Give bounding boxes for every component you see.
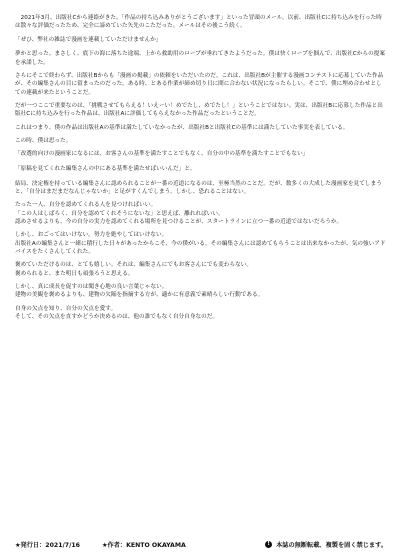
author-credit: ★作者：KENTO OKAYAMA (101, 541, 186, 549)
paragraph: この時、僕は思った。 (15, 137, 72, 144)
exclamation-icon: ! (265, 541, 272, 548)
quote-paragraph: 「改選的向けの漫画家になるには、お客さんの基準を満たすことでもなく、自分の中の基準を満たすことでもない」 (15, 151, 309, 158)
paragraph: しかし、おごってはいけない。努力を絶やしてはいけない。 出版社Aの編集さんと一緒に積行した日々があったからこそ、今の僕がいる。その編集さんには認めてもらうことは出来なかったが、気の強いアドバイスをたくさんしてくれた。 (15, 232, 386, 256)
paragraph: だが一つここで重要なのは、「挑戦させてもらえる！いえーい！めでたし、めでたし！」ということではない。実は、出版社Bに応募した作品と出版社Cに持ち込みを行った作品は、出版社Aに評価してもらえなかった作品だったということだ。 (15, 103, 383, 118)
quote-paragraph: 「ぜひ、弊社の雑誌で漫画を連載していただけませんか」 (15, 36, 162, 43)
publish-date: ★発行日：2021/7/16 (15, 541, 80, 549)
paragraph: これはつまり、僕の作品は出版社Aの基準は満たしていなかったが、出版社Bと出版社Cの基準には満たしていた事実を表している。 (15, 124, 349, 131)
copyright-notice-text: 本誌の無断転載、複製を固く禁じます。 (276, 541, 387, 549)
paragraph: たった一人、自分を認めてくれる人を見つければいい。 「この人はしばらく、自分を認めてくれそうにないな」と思えば、離れればいい。 認めさせるよりも、今の自分の実力を認めてくれる場所を見つけることが、スタートラインに立つ一番の近道ではないだろうか。 (15, 202, 343, 226)
footer (15, 538, 387, 550)
paragraph: 結局、決定権を持っている編集さんに認められることが一番の近道になるのは、至極当然のことだ。だが、数多くの大成した漫画家を見てしまうと、「自分はまだまだなんじゃないか」と足がすくんでしまう。しかし、恐れることはない。 (15, 180, 382, 196)
copyright-notice (265, 540, 387, 549)
article-body (15, 14, 387, 326)
paragraph: 2021年3月、出版社Cから連絡がきた。「作品の持ち込みありがとうございます」といった冒頭のメール。以前、出版社Cに持ち込みを行った時は散々な評価だったため、完全に諦めていた矢先のこただった。メールはその後こう続く。 (15, 15, 382, 30)
paragraph: 褒めていただけるのは、とても嬉しい。それは、編集さんにでもお客さんにでも変わらない。 褒められると、また明日も頑張ろうと思える。 (15, 262, 253, 277)
paragraph: 夢かと思った。まさしく、底下の海に落ちた途端、上から救助用のロープが垂れてきたようだった。僕は快くロープを掴んで、出版社Cからの提案を承諾した。 (15, 51, 386, 66)
paragraph: 自身の欠点を知り、自分の欠点を愛す。 そして、その欠点を直すかどうか決めるのは、他の誰でもなく自分自身なのだ。 (15, 305, 219, 320)
quote-paragraph: 「原稿を見てくれた編集さんの中にある基準を満たせばいいんだ」と。 (15, 165, 196, 172)
paragraph: さらにそこで終わらず、出版社Bからも「漫画の掲載」の依頼をいただいたのだ。これは、出版社Bが主催する漫画コンテストに応募していた作品が、その編集さんの目に留まったのだった。ある時、とある作業が締め切り日に間に合わない状況になったらしい。そこで、僕に埋め合わせとしての連載が来たということだ。 (15, 73, 384, 96)
paragraph: しかし、真に成長を促すのは聞き心地の良い言葉じゃない。 建物の美観を褒めるよりも、建物の欠陥を指摘する方が、適かに有意義で素晴らしい行動である。 (15, 283, 264, 299)
